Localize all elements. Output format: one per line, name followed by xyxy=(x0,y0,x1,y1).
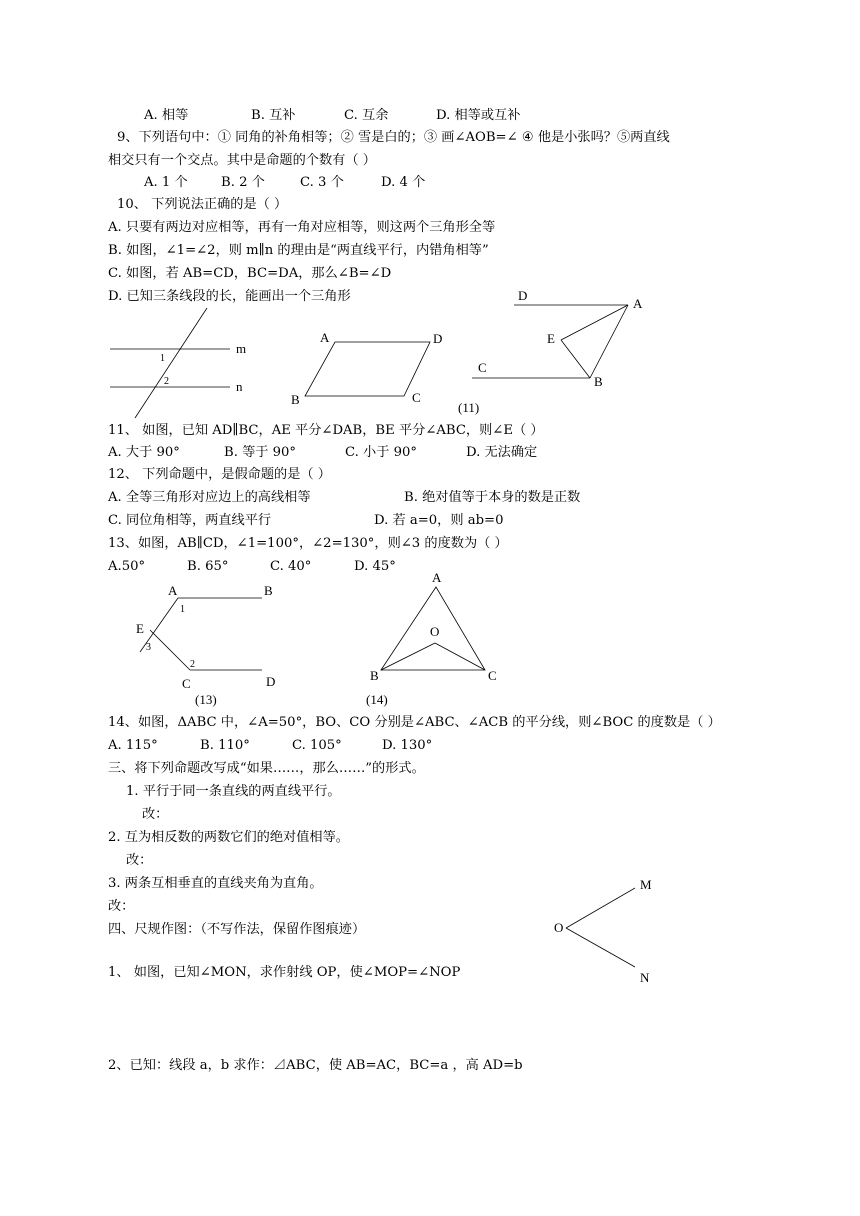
q12-option-b: B. 绝对值等于本身的数是正数 xyxy=(404,490,581,505)
q11-stem: 11、 如图，已知 AD∥BC，AE 平分∠DAB，BE 平分∠ABC，则∠E（ ） xyxy=(108,423,544,438)
figure-parallelogram xyxy=(291,330,442,407)
q14-stem: 14、如图，ΔABC 中，∠A=50°，BO、CO 分别是∠ABC、∠ACB 的平分线，则∠BOC 的度数是（ ） xyxy=(108,715,721,730)
figure-11 xyxy=(458,288,643,415)
q8-option-d: D. 相等或互补 xyxy=(436,108,521,123)
q11-option-a: A. 大于 90° xyxy=(108,445,180,460)
section3-gai2: 改： xyxy=(126,853,153,868)
q13-option-a: A.50° xyxy=(108,559,146,574)
parallelogram-shape xyxy=(305,342,430,396)
fig11-label-c: C xyxy=(478,360,487,375)
figure-14 xyxy=(366,570,497,707)
q12-stem: 12、 下列命题中，是假命题的是（ ） xyxy=(108,467,331,482)
fig11-caption: (11) xyxy=(458,400,480,415)
segment-ae xyxy=(561,305,628,340)
q8-option-b: B. 互补 xyxy=(251,108,296,123)
fig13-angle-3: 3 xyxy=(146,642,151,653)
fig14-label-a: A xyxy=(432,570,442,585)
fig11-label-b: B xyxy=(594,374,603,389)
fig13-caption: (13) xyxy=(195,692,217,707)
section3-title: 三、将下列命题改写成“如果……，那么……”的形式。 xyxy=(108,761,425,776)
mon-label-n: N xyxy=(640,970,650,985)
para-label-a: A xyxy=(320,330,330,345)
fig14-line-bo xyxy=(381,643,435,670)
segment-be xyxy=(561,340,590,378)
angle-label-2: 2 xyxy=(164,376,169,387)
q11-option-c: C. 小于 90° xyxy=(345,445,417,460)
mon-label-m: M xyxy=(640,877,652,892)
label-m: m xyxy=(236,341,247,356)
label-n: n xyxy=(236,379,243,394)
fig14-label-c: C xyxy=(488,668,497,683)
fig13-label-a: A xyxy=(168,583,178,598)
q14-option-a: A. 115° xyxy=(108,738,158,753)
q12-option-d: D. 若 a=0，则 ab=0 xyxy=(374,513,504,528)
q11-option-d: D. 无法确定 xyxy=(466,445,538,460)
fig14-label-o: O xyxy=(430,624,440,639)
segment-ab xyxy=(590,305,628,378)
fig13-label-d: D xyxy=(266,674,276,689)
fig14-line-co xyxy=(435,643,485,670)
q9-stem-line1: 9、下列语句中：① 同角的补角相等；② 雪是白的；③ 画∠AOB=∠ ④ 他是小张吗？⑤两直线 xyxy=(117,130,670,145)
para-label-b: B xyxy=(291,392,300,407)
q14-option-d: D. 130° xyxy=(382,738,433,753)
section4-item1: 1、 如图，已知∠MON，求作射线 OP，使∠MOP=∠NOP xyxy=(108,965,461,980)
q10-option-c: C. 如图，若 AB=CD，BC=DA，那么∠B=∠D xyxy=(108,266,392,281)
figure-angle-mon xyxy=(554,877,652,985)
q9-option-a: A. 1 个 xyxy=(144,175,188,190)
fig11-label-e: E xyxy=(547,331,555,346)
q10-option-a: A. 只要有两边对应相等，再有一角对应相等，则这两个三角形全等 xyxy=(108,220,496,235)
fig11-label-d: D xyxy=(518,288,528,303)
figure-13 xyxy=(136,583,275,707)
figure-parallel-lines xyxy=(110,308,246,418)
fig13-label-e: E xyxy=(136,621,144,636)
ray-on xyxy=(566,928,635,967)
fig13-angle-1: 1 xyxy=(180,604,185,615)
q9-stem-line2: 相交只有一个交点。其中是命题的个数有（ ） xyxy=(108,153,376,168)
section4-item2: 2、已知：线段 a，b 求作：⊿ABC，使 AB=AC，BC=a ，高 AD=b xyxy=(108,1058,523,1073)
angle-label-1: 1 xyxy=(160,353,165,364)
fig13-label-b: B xyxy=(264,583,273,598)
q10-option-d: D. 已知三条线段的长，能画出一个三角形 xyxy=(108,289,351,304)
fig14-caption: (14) xyxy=(366,692,388,707)
q10-option-b: B. 如图，∠1=∠2，则 m∥n 的理由是“两直线平行，内错角相等” xyxy=(108,243,489,258)
transversal-line xyxy=(135,308,207,418)
fig13-label-c: C xyxy=(182,676,191,691)
q13-option-c: C. 40° xyxy=(270,559,312,574)
q13-option-b: B. 65° xyxy=(187,559,229,574)
ray-om xyxy=(566,888,635,928)
q12-option-a: A. 全等三角形对应边上的高线相等 xyxy=(108,490,311,505)
fig14-label-b: B xyxy=(370,668,379,683)
mon-label-o: O xyxy=(554,920,564,935)
para-label-c: C xyxy=(412,390,421,405)
q14-option-c: C. 105° xyxy=(292,738,342,753)
q8-option-a: A. 相等 xyxy=(144,108,189,123)
para-label-d: D xyxy=(433,331,443,346)
q9-option-c: C. 3 个 xyxy=(300,175,344,190)
section3-item3: 3. 两条互相垂直的直线夹角为直角。 xyxy=(108,876,323,891)
fig13-line-ec xyxy=(150,630,190,670)
section3-gai3: 改： xyxy=(108,899,135,914)
q9-option-b: B. 2 个 xyxy=(221,175,265,190)
q14-option-b: B. 110° xyxy=(200,738,250,753)
q12-option-c: C. 同位角相等，两直线平行 xyxy=(108,513,272,528)
q13-stem: 13、如图，AB∥CD，∠1=100°，∠2=130°，则∠3 的度数为（ ） xyxy=(108,536,508,551)
q11-option-b: B. 等于 90° xyxy=(224,445,297,460)
section3-item2: 2. 互为相反数的两数它们的绝对值相等。 xyxy=(108,830,349,845)
fig13-angle-2: 2 xyxy=(190,659,195,670)
q10-stem: 10、 下列说法正确的是（ ） xyxy=(117,197,288,212)
q9-option-d: D. 4 个 xyxy=(381,175,426,190)
q13-option-d: D. 45° xyxy=(354,559,396,574)
section3-gai1: 改： xyxy=(142,807,169,822)
section3-item1: 1. 平行于同一条直线的两直线平行。 xyxy=(126,784,341,799)
section4-title: 四、尺规作图：（不写作法，保留作图痕迹） xyxy=(108,922,366,937)
fig11-label-a: A xyxy=(633,296,643,311)
q8-option-c: C. 互余 xyxy=(344,108,389,123)
